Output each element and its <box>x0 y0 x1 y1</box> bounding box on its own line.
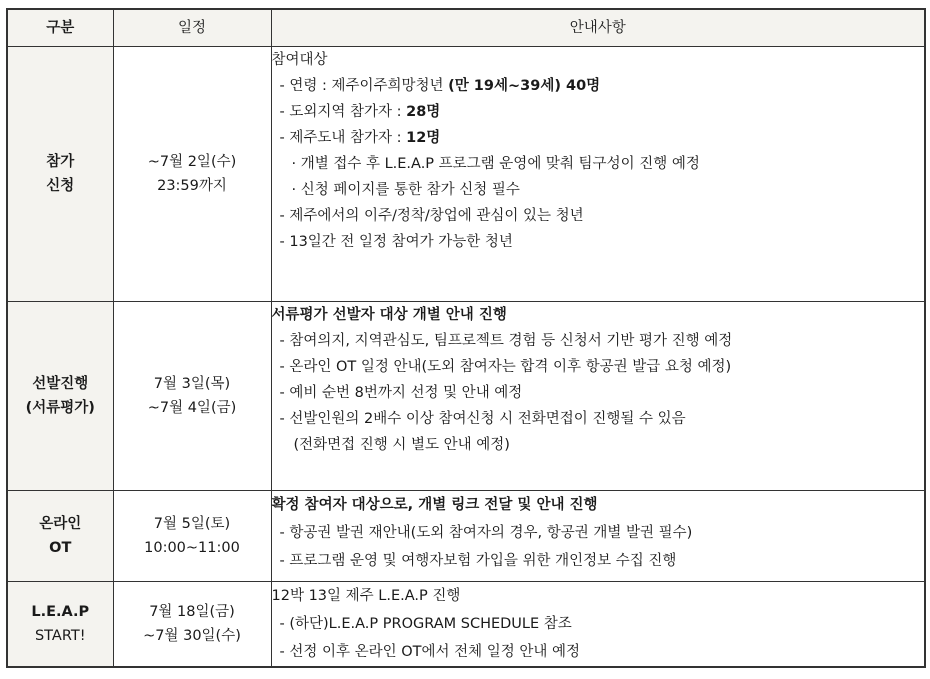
category-cell <box>7 582 113 668</box>
details-cell <box>271 582 925 668</box>
table-row-selection <box>7 302 925 491</box>
schedule-line: 7월 3일(목) <box>153 376 231 392</box>
details-subitem: · 신청 페이지를 통한 참가 신청 필수 <box>291 182 520 198</box>
category-line: 선발진행 <box>32 376 89 392</box>
details-item: - 제주에서의 이주/정착/창업에 관심이 있는 청년 <box>279 208 584 224</box>
details-cell <box>271 302 925 491</box>
category-line: (서류평가) <box>25 400 95 416</box>
details-item: - 참여의지, 지역관심도, 팀프로젝트 경험 등 신청서 기반 평가 진행 예정 <box>279 333 733 349</box>
recruitment-schedule-table <box>6 8 926 668</box>
details-item: - 연령 : 제주이주희망청년 (만 19세~39세) 40명 <box>279 78 601 94</box>
table-row-online-ot <box>7 491 925 582</box>
details-item: - 온라인 OT 일정 안내(도외 참여자는 합격 이후 항공권 발급 요청 예정) <box>279 359 732 375</box>
category-line: L.E.A.P <box>31 604 90 620</box>
category-cell <box>7 302 113 491</box>
details-subitem: · 개별 접수 후 L.E.A.P 프로그램 운영에 맞춰 팀구성이 진행 예정 <box>291 156 700 172</box>
details-item: - 프로그램 운영 및 여행자보험 가입을 위한 개인정보 수집 진행 <box>279 553 677 569</box>
schedule-line: 10:00~11:00 <box>144 540 240 556</box>
schedule-cell <box>113 582 271 668</box>
category-line: OT <box>49 540 72 556</box>
details-item: - 선발인원의 2배수 이상 참여신청 시 전화면접이 진행될 수 있음 <box>279 411 686 427</box>
category-line: 참가 <box>46 154 75 170</box>
details-cell <box>271 47 925 302</box>
schedule-line: 7월 18일(금) <box>149 604 235 620</box>
details-item-continuation: (전화면접 진행 시 별도 안내 예정) <box>293 437 510 453</box>
details-item: - 제주도내 참가자 : 12명 <box>279 130 441 146</box>
details-item: - (하단)L.E.A.P PROGRAM SCHEDULE 참조 <box>279 616 572 632</box>
category-cell <box>7 47 113 302</box>
table-header-row <box>7 9 925 47</box>
schedule-cell <box>113 302 271 491</box>
schedule-line: 23:59까지 <box>157 178 227 194</box>
schedule-cell <box>113 491 271 582</box>
schedule-cell <box>113 47 271 302</box>
details-item: - 항공권 발권 재안내(도외 참여자의 경우, 항공권 개별 발권 필수) <box>279 525 693 541</box>
schedule-line: ~7월 30일(수) <box>143 628 241 644</box>
schedule-line: 7월 5일(토) <box>153 516 231 532</box>
category-line: 신청 <box>46 178 75 194</box>
category-line: START! <box>34 628 86 644</box>
details-item: - 13일간 전 일정 참여가 가능한 청년 <box>279 234 513 250</box>
category-cell <box>7 491 113 582</box>
header-schedule: 일정 <box>113 9 271 47</box>
details-title: 확정 참여자 대상으로, 개별 링크 전달 및 안내 진행 <box>271 497 598 513</box>
header-category: 구분 <box>7 9 113 47</box>
schedule-line: ~7월 4일(금) <box>147 400 237 416</box>
category-line: 온라인 <box>39 516 82 532</box>
details-title: 12박 13일 제주 L.E.A.P 진행 <box>271 588 461 604</box>
table-row-leap-start <box>7 582 925 668</box>
header-details: 안내사항 <box>271 9 925 47</box>
details-item: - 도외지역 참가자 : 28명 <box>279 104 441 120</box>
details-item: - 예비 순번 8번까지 선정 및 안내 예정 <box>279 385 523 401</box>
details-item: - 선정 이후 온라인 OT에서 전체 일정 안내 예정 <box>279 644 580 660</box>
details-cell <box>271 491 925 582</box>
details-title: 서류평가 선발자 대상 개별 안내 진행 <box>271 307 507 323</box>
schedule-line: ~7월 2일(수) <box>147 154 237 170</box>
table-row-application <box>7 47 925 302</box>
details-title: 참여대상 <box>271 52 328 68</box>
